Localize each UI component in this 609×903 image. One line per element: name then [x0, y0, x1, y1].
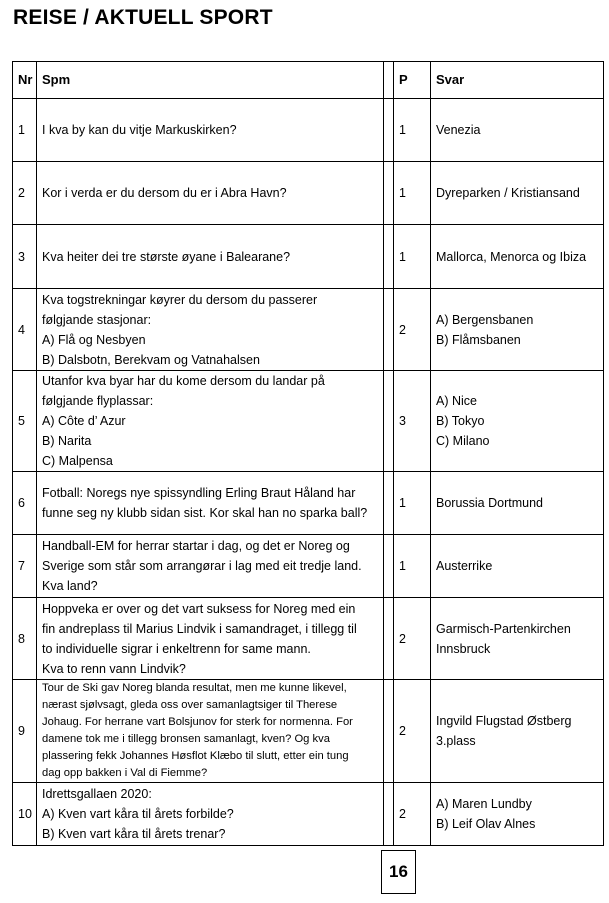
question-line: Tour de Ski gav Noreg blanda resultat, men me kunne likevel,: [42, 682, 347, 694]
column-gap: [384, 99, 394, 162]
question-line: Kva land?: [42, 579, 98, 593]
question-line: Kva heiter dei tre største øyane i Balearane?: [42, 249, 291, 264]
question-points: 1: [394, 535, 431, 598]
column-gap: [384, 62, 394, 99]
header-spm: Spm: [37, 62, 384, 99]
answer-line: Ingvild Flugstad Østberg: [436, 714, 572, 728]
question-line: Handball-EM for herrar startar i dag, og det er Noreg og: [42, 539, 350, 553]
answer-line: Borussia Dortmund: [436, 496, 543, 510]
header-p: P: [394, 62, 431, 99]
question-text: [37, 99, 384, 162]
question-text: [37, 783, 384, 846]
question-line: damene tok me i tillegg bronsen samanlagt, kven? Og kva: [42, 733, 330, 745]
question-line: Idrettsgallaen 2020:: [42, 787, 152, 801]
answer-line: Innsbruck: [436, 641, 491, 656]
question-number: 1: [13, 99, 37, 162]
question-text: [37, 162, 384, 225]
question-number: 3: [13, 225, 37, 289]
answer-line: B) Leif Olav Alnes: [436, 817, 536, 831]
question-line: funne seg ny klubb sidan sist. Kor skal han no sparka ball?: [42, 506, 368, 520]
question-text: [37, 598, 384, 680]
answer-line: B) Tokyo: [436, 414, 485, 428]
table-row: [13, 162, 604, 225]
question-line: plassering fekk Johannes Høsflot Klæbo til slutt, etter ein tung: [42, 750, 349, 762]
column-gap: [384, 783, 394, 846]
table-row: [13, 371, 604, 472]
question-text: [37, 680, 384, 783]
question-line: A) Kven vart kåra til årets forbilde?: [42, 807, 234, 821]
answer-text: [431, 371, 604, 472]
question-line: C) Malpensa: [42, 454, 113, 468]
question-points: 2: [394, 598, 431, 680]
answer-text: [431, 535, 604, 598]
answer-line: C) Milano: [436, 434, 490, 448]
question-line: Utanfor kva byar har du kome dersom du landar på: [42, 374, 325, 388]
question-number: 2: [13, 162, 37, 225]
table-row: [13, 680, 604, 783]
answer-line: A) Maren Lundby: [436, 797, 532, 811]
question-line: dag opp bakken i Val di Fiemme?: [42, 767, 208, 779]
question-line: A) Flå og Nesbyen: [42, 332, 146, 347]
column-gap: [384, 535, 394, 598]
column-gap: [384, 162, 394, 225]
answer-line: Austerrike: [436, 559, 493, 573]
question-line: nærast sjølvsagt, gleda oss over samanlagtsiger til Therese: [42, 699, 338, 711]
question-points: 1: [394, 162, 431, 225]
quiz-table: [12, 61, 604, 846]
question-number: 6: [13, 472, 37, 535]
question-number: 8: [13, 598, 37, 680]
answer-line: Venezia: [436, 123, 481, 137]
question-number: 4: [13, 289, 37, 371]
column-gap: [384, 225, 394, 289]
question-text: [37, 371, 384, 472]
question-number: 10: [13, 783, 37, 846]
answer-text: [431, 99, 604, 162]
question-points: 2: [394, 289, 431, 371]
question-text: [37, 535, 384, 598]
answer-line: Dyreparken / Kristiansand: [436, 186, 580, 200]
column-gap: [384, 289, 394, 371]
question-line: følgjande stasjonar:: [42, 312, 152, 327]
question-points: 1: [394, 472, 431, 535]
quiz-body: [13, 99, 604, 846]
answer-text: [431, 289, 604, 371]
header-row: [13, 62, 604, 99]
answer-text: [431, 225, 604, 289]
answer-text: [431, 783, 604, 846]
question-line: fin andreplass til Marius Lindvik i samandraget, i tillegg til: [42, 621, 357, 636]
question-line: Kva togstrekningar køyrer du dersom du passerer: [42, 292, 318, 307]
answer-text: [431, 472, 604, 535]
question-points: 2: [394, 680, 431, 783]
question-points: 1: [394, 99, 431, 162]
column-gap: [384, 598, 394, 680]
header-svar: Svar: [431, 62, 604, 99]
question-line: Kva to renn vann Lindvik?: [42, 661, 186, 676]
question-line: Fotball: Noregs nye spissyndling Erling Braut Håland har: [42, 486, 356, 500]
table-row: [13, 225, 604, 289]
question-points: 2: [394, 783, 431, 846]
total-points: 16: [381, 850, 416, 894]
answer-line: Garmisch-Partenkirchen: [436, 621, 571, 636]
column-gap: [384, 371, 394, 472]
table-row: [13, 598, 604, 680]
question-line: I kva by kan du vitje Markuskirken?: [42, 123, 237, 137]
question-text: [37, 472, 384, 535]
question-line: B) Narita: [42, 434, 92, 448]
question-points: 3: [394, 371, 431, 472]
answer-text: [431, 680, 604, 783]
table-row: [13, 99, 604, 162]
answer-text: [431, 598, 604, 680]
table-row: [13, 289, 604, 371]
question-line: B) Dalsbotn, Berekvam og Vatnahalsen: [42, 352, 260, 367]
page-title: REISE / AKTUELL SPORT: [13, 6, 273, 29]
question-line: Hoppveka er over og det vart suksess for Noreg med ein: [42, 601, 356, 616]
question-line: to individuelle sigrar i enkeltrenn for same mann.: [42, 641, 311, 656]
question-text: [37, 225, 384, 289]
question-line: Kor i verda er du dersom du er i Abra Havn?: [42, 186, 287, 200]
answer-line: B) Flåmsbanen: [436, 332, 521, 347]
column-gap: [384, 680, 394, 783]
question-line: B) Kven vart kåra til årets trenar?: [42, 827, 226, 841]
question-text: [37, 289, 384, 371]
answer-line: 3.plass: [436, 734, 476, 748]
column-gap: [384, 472, 394, 535]
question-line: følgjande flyplassar:: [42, 394, 154, 408]
answer-line: A) Nice: [436, 394, 477, 408]
question-number: 5: [13, 371, 37, 472]
question-line: Sverige som står som arrangørar i lag med eit tredje land.: [42, 559, 362, 573]
answer-text: [431, 162, 604, 225]
table-row: [13, 472, 604, 535]
question-number: 7: [13, 535, 37, 598]
header-nr: Nr: [13, 62, 37, 99]
question-number: 9: [13, 680, 37, 783]
question-line: Johaug. For herrane vart Bolsjunov for sterk for normenna. For: [42, 716, 353, 728]
table-row: [13, 535, 604, 598]
question-line: A) Côte d’ Azur: [42, 414, 126, 428]
table-row: [13, 783, 604, 846]
answer-line: A) Bergensbanen: [436, 312, 534, 327]
question-points: 1: [394, 225, 431, 289]
answer-line: Mallorca, Menorca og Ibiza: [436, 249, 587, 264]
